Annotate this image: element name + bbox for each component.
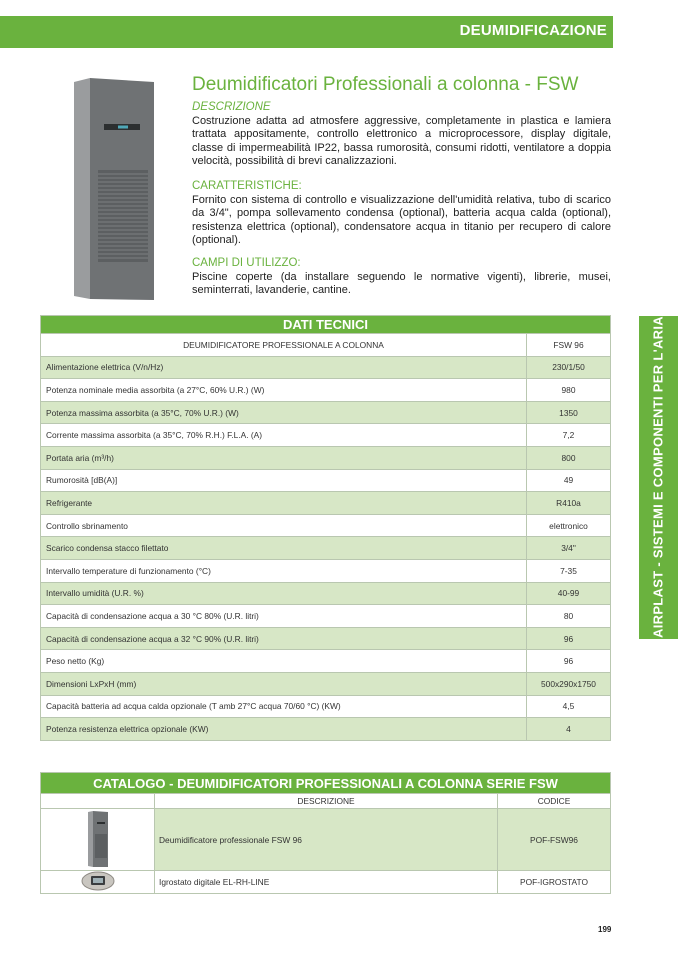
spec-value: 4	[527, 718, 611, 741]
descrizione-text: Costruzione adatta ad atmosfere aggressive, completamente in plastica e lamiera trattata appositamente, controllo elettronico a microprocessore, display digitale, classe di impermeabilità IP22, bassa rumorosità, consumi ridotti, ventilatore a doppia velocità, possibilità di brevi canalizzazioni.	[192, 115, 611, 167]
column-header-descrizione: DESCRIZIONE	[155, 794, 498, 809]
product-title: Deumidificatori Professionali a colonna - FSW	[192, 74, 579, 95]
spec-label: Potenza massima assorbita (a 35°C, 70% U.R.) (W)	[41, 401, 527, 424]
catalog-item-codice: POF-FSW96	[498, 809, 611, 871]
spec-value: 3/4"	[527, 537, 611, 560]
spec-label: Scarico condensa stacco filettato	[41, 537, 527, 560]
spec-label: Capacità di condensazione acqua a 32 °C 90% (U.R. litri)	[41, 627, 527, 650]
catalogo-table	[40, 772, 611, 894]
spec-value: 7-35	[527, 559, 611, 582]
catalog-item-image	[41, 871, 155, 894]
campi-utilizzo-label: CAMPI DI UTILIZZO:	[192, 257, 301, 269]
spec-label: Capacità di condensazione acqua a 30 °C 80% (U.R. litri)	[41, 605, 527, 628]
spec-label: Intervallo temperature di funzionamento (°C)	[41, 559, 527, 582]
spec-value: 96	[527, 627, 611, 650]
spec-label: Portata aria (m³/h)	[41, 446, 527, 469]
catalog-item-descrizione: Deumidificatore professionale FSW 96	[155, 809, 498, 871]
descrizione-label: DESCRIZIONE	[192, 101, 271, 113]
spec-label: Dimensioni LxPxH (mm)	[41, 672, 527, 695]
column-header-codice: CODICE	[498, 794, 611, 809]
spec-label: Potenza resistenza elettrica opzionale (KW)	[41, 718, 527, 741]
spec-value: 7,2	[527, 424, 611, 447]
section-title: DEUMIDIFICAZIONE	[459, 22, 607, 39]
spec-label: Refrigerante	[41, 492, 527, 515]
spec-value: R410a	[527, 492, 611, 515]
spec-label: Peso netto (Kg)	[41, 650, 527, 673]
catalog-item-image	[41, 809, 155, 871]
catalog-item-descrizione: Igrostato digitale EL-RH-LINE	[155, 871, 498, 894]
dehumidifier-thumbnail	[86, 810, 110, 868]
side-tab-label: AIRPLAST - SISTEMI E COMPONENTI PER L'ARIA	[650, 316, 666, 638]
catalogo-title: CATALOGO - DEUMIDIFICATORI PROFESSIONALI A COLONNA SERIE FSW	[41, 773, 611, 794]
spec-label: Intervallo umidità (U.R. %)	[41, 582, 527, 605]
spec-value: 96	[527, 650, 611, 673]
campi-utilizzo-text: Piscine coperte (da installare seguendo le normative vigenti), librerie, musei, seminterrati, lavanderie, cantine.	[192, 271, 611, 297]
spec-label: Rumorosità [dB(A)]	[41, 469, 527, 492]
section-header-bar	[0, 16, 613, 48]
spec-value: 800	[527, 446, 611, 469]
hygrostat-thumbnail	[81, 871, 115, 891]
spec-value: 1350	[527, 401, 611, 424]
dati-tecnici-title: DATI TECNICI	[41, 316, 611, 334]
dehumidifier-product-image	[70, 78, 158, 303]
spec-value: 49	[527, 469, 611, 492]
caratteristiche-label: CARATTERISTICHE:	[192, 180, 302, 192]
spec-label: Potenza nominale media assorbita (a 27°C, 60% U.R.) (W)	[41, 379, 527, 402]
spec-label: Alimentazione elettrica (V/n/Hz)	[41, 356, 527, 379]
column-header-model: DEUMIDIFICATORE PROFESSIONALE A COLONNA	[41, 334, 527, 357]
catalogo-image-column	[41, 794, 155, 809]
dati-tecnici-table	[40, 315, 611, 741]
spec-value: 980	[527, 379, 611, 402]
spec-value: 230/1/50	[527, 356, 611, 379]
column-header-value: FSW 96	[527, 334, 611, 357]
spec-value: 80	[527, 605, 611, 628]
spec-value: elettronico	[527, 514, 611, 537]
catalog-item-codice: POF-IGROSTATO	[498, 871, 611, 894]
spec-label: Controllo sbrinamento	[41, 514, 527, 537]
spec-value: 500x290x1750	[527, 672, 611, 695]
spec-label: Corrente massima assorbita (a 35°C, 70% R.H.) F.L.A. (A)	[41, 424, 527, 447]
spec-value: 40-99	[527, 582, 611, 605]
caratteristiche-text: Fornito con sistema di controllo e visualizzazione dell'umidità relativa, tubo di scarico da 3/4", pompa sollevamento condensa (optional), batteria acqua calda (optional), resistenza elettrica (optional), condensatore acqua in titanio per recupero di calore (optional).	[192, 194, 611, 246]
page-number: 199	[598, 925, 612, 934]
spec-label: Capacità batteria ad acqua calda opzionale (T amb 27°C acqua 70/60 °C) (KW)	[41, 695, 527, 718]
spec-value: 4,5	[527, 695, 611, 718]
